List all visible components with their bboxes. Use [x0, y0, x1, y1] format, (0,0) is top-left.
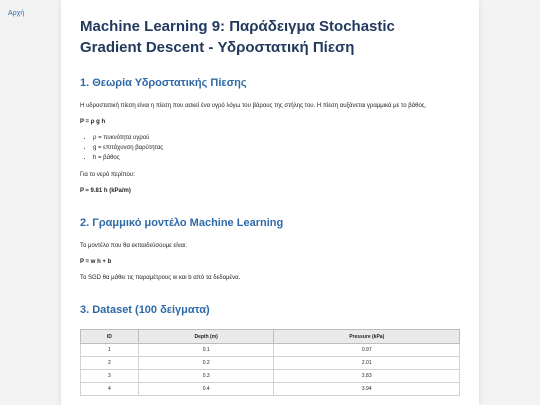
- table-row: [81, 357, 460, 370]
- section-heading-dataset: 3. Dataset (100 δείγματα): [80, 304, 210, 316]
- model-intro: Το μοντέλο που θα εκπαιδεύσουμε είναι:: [80, 243, 187, 249]
- content-sheet: [61, 0, 479, 405]
- section-heading-theory: 1. Θεωρία Υδροστατικής Πίεσης: [80, 77, 247, 89]
- table-row: [81, 383, 460, 396]
- cell-depth: 0.2: [138, 357, 274, 370]
- column-header-depth: Depth (m): [138, 330, 274, 344]
- cell-id: 2: [81, 357, 139, 370]
- theory-formula: P = ρ g h: [80, 119, 106, 125]
- variable-item: • ρ = πυκνότητα υγρού: [93, 134, 460, 143]
- theory-intro: Η υδροστατική πίεση είναι η πίεση που ασκεί ένα υγρό λόγω του βάρους της στήλης του. Η πίεση αυξάνεται γραμμικά με το βάθος.: [80, 103, 427, 109]
- cell-pressure: 0.97: [274, 344, 460, 357]
- cell-pressure: 3.94: [274, 383, 460, 396]
- water-note: Για το νερό περίπου:: [80, 172, 135, 178]
- home-link[interactable]: Αρχή: [8, 10, 25, 17]
- column-header-pressure: Pressure (kPa): [274, 330, 460, 344]
- model-formula: P = w h + b: [80, 259, 112, 265]
- table-row: [81, 344, 460, 357]
- cell-pressure: 2.83: [274, 370, 460, 383]
- page-title: Machine Learning 9: Παράδειγμα Stochastic Gradient Descent - Υδροστατική Πίεση: [80, 18, 395, 56]
- cell-id: 1: [81, 344, 139, 357]
- variable-list: [93, 134, 460, 163]
- section-heading-model: 2. Γραμμικό μοντέλο Machine Learning: [80, 217, 284, 229]
- cell-id: 3: [81, 370, 139, 383]
- cell-pressure: 2.01: [274, 357, 460, 370]
- table-row: [81, 370, 460, 383]
- cell-id: 4: [81, 383, 139, 396]
- cell-depth: 0.3: [138, 370, 274, 383]
- column-header-id: ID: [81, 330, 139, 344]
- water-formula: P ≈ 9.81 h (kPa/m): [80, 188, 131, 194]
- table-header-row: [81, 330, 460, 344]
- variable-item: • g = επιτάχυνση βαρύτητας: [93, 144, 460, 153]
- cell-depth: 0.4: [138, 383, 274, 396]
- variable-item: • h = βάθος: [93, 154, 460, 163]
- dataset-table: [80, 329, 460, 396]
- model-note: Το SGD θα μάθει τις παραμέτρους w και b από τα δεδομένα.: [80, 275, 241, 281]
- cell-depth: 0.1: [138, 344, 274, 357]
